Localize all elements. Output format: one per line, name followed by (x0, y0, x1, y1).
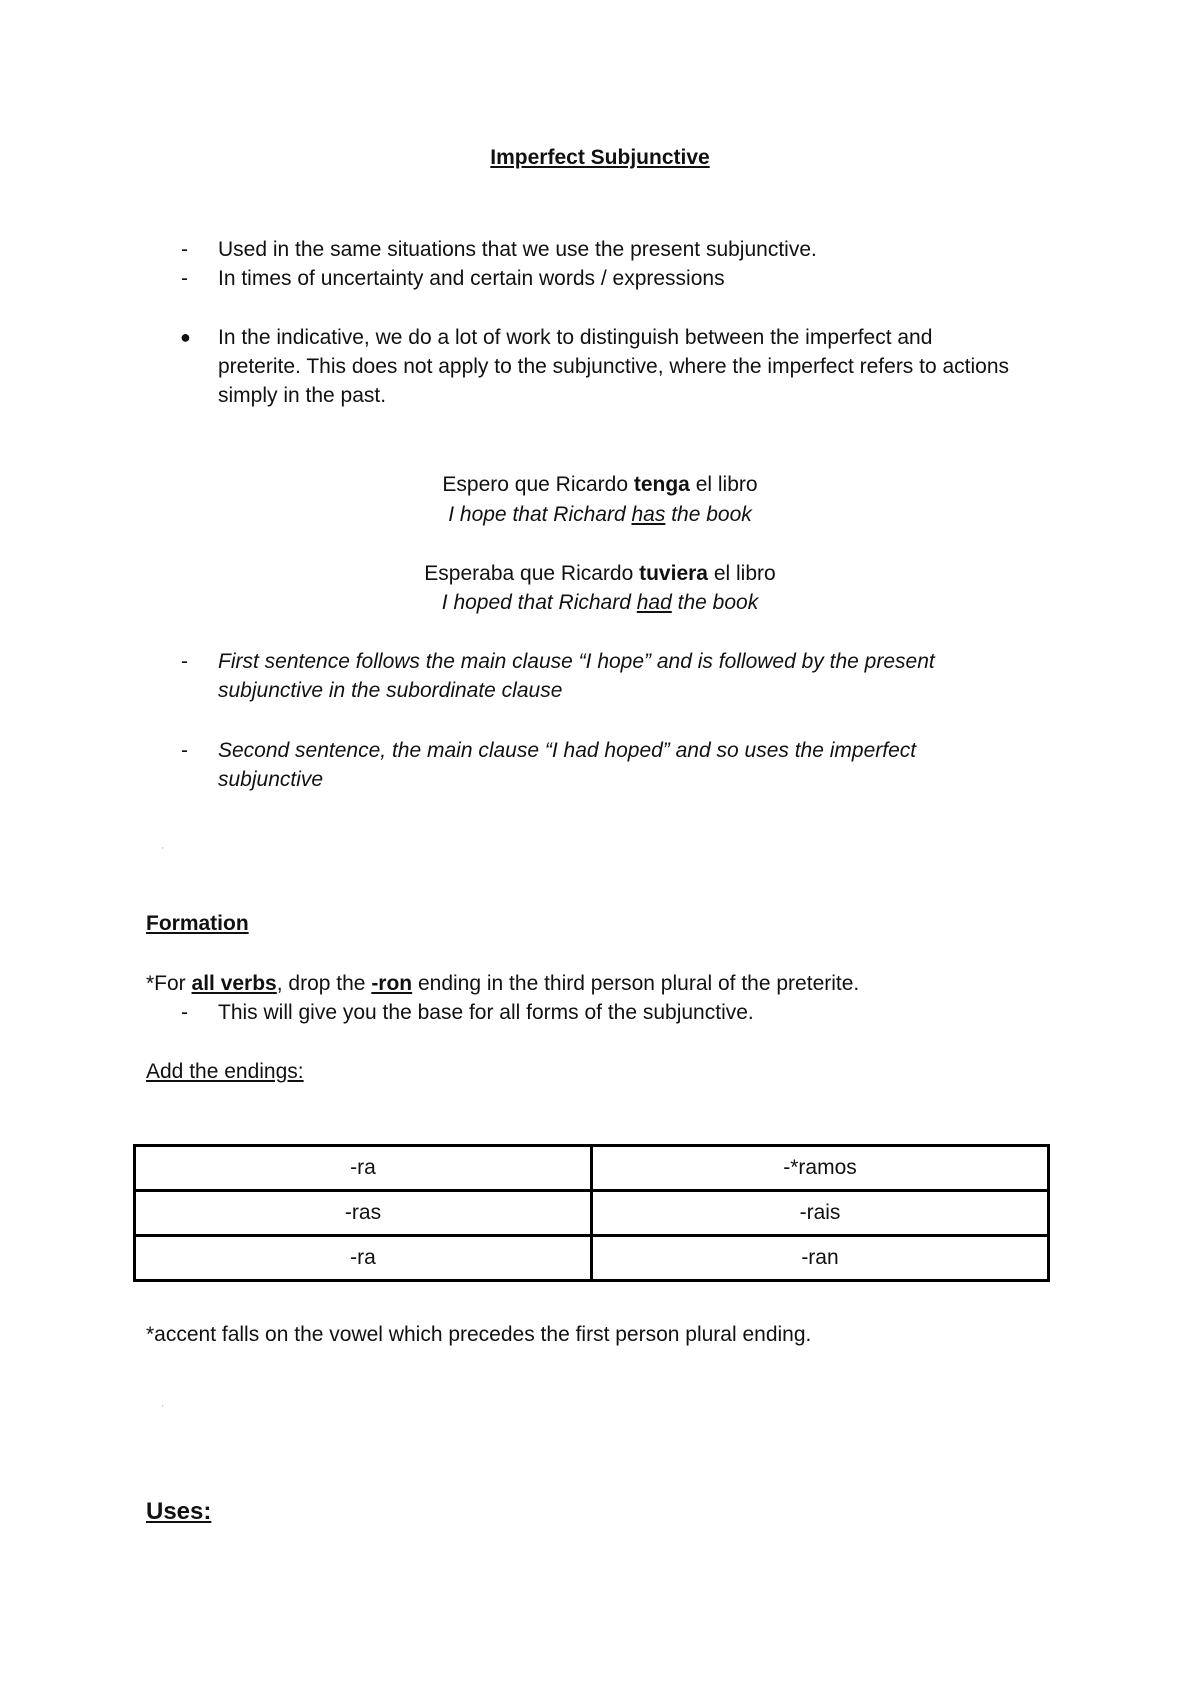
bullet-icon: ● (180, 327, 191, 347)
list-item: In times of uncertainty and certain words / expressions (218, 267, 725, 290)
example-english: I hoped that Richard had the book (441, 591, 759, 614)
uses-heading: Uses: (146, 1498, 212, 1525)
table-row (135, 1146, 1049, 1191)
table-row (135, 1191, 1049, 1236)
list-dash: - (181, 1001, 188, 1024)
page-title: Imperfect Subjunctive (490, 146, 710, 169)
endings-table (133, 1144, 1050, 1282)
example-english: I hope that Richard has the book (448, 503, 752, 526)
list-item: Used in the same situations that we use the present subjunctive. (218, 238, 817, 261)
stray-mark: ' (162, 846, 164, 855)
list-dash: - (181, 650, 188, 673)
formation-sub-item: This will give you the base for all forms of the subjunctive. (218, 1001, 754, 1024)
table-cell: -ra (135, 1146, 592, 1191)
stray-mark: ' (162, 1404, 164, 1413)
table-cell: -ras (135, 1191, 592, 1236)
formation-rule: *For all verbs, drop the -ron ending in the third person plural of the preterite. (146, 972, 860, 995)
list-dash: - (181, 739, 188, 762)
table-cell: -ra (135, 1236, 592, 1281)
table-cell: -*ramos (592, 1146, 1049, 1191)
explanation-line: First sentence follows the main clause “I hope” and is followed by the present (218, 650, 935, 673)
table-row (135, 1236, 1049, 1281)
explanation-line: Second sentence, the main clause “I had hoped” and so uses the imperfect (218, 739, 917, 762)
explanation-line: subjunctive in the subordinate clause (218, 679, 563, 702)
note-line: In the indicative, we do a lot of work to distinguish between the imperfect and (218, 326, 933, 349)
formation-heading: Formation (146, 912, 249, 935)
add-endings-label: Add the endings: (146, 1060, 304, 1083)
table-cell: -rais (592, 1191, 1049, 1236)
note-line: preterite. This does not apply to the subjunctive, where the imperfect refers to actions (218, 355, 1010, 378)
list-dash: - (181, 238, 188, 261)
example-spanish: Espero que Ricardo tenga el libro (442, 473, 758, 496)
example-spanish: Esperaba que Ricardo tuviera el libro (424, 562, 776, 585)
accent-note: *accent falls on the vowel which precedes the first person plural ending. (146, 1323, 812, 1346)
explanation-line: subjunctive (218, 768, 324, 791)
note-line: simply in the past. (218, 384, 387, 407)
list-dash: - (181, 267, 188, 290)
table-cell: -ran (592, 1236, 1049, 1281)
